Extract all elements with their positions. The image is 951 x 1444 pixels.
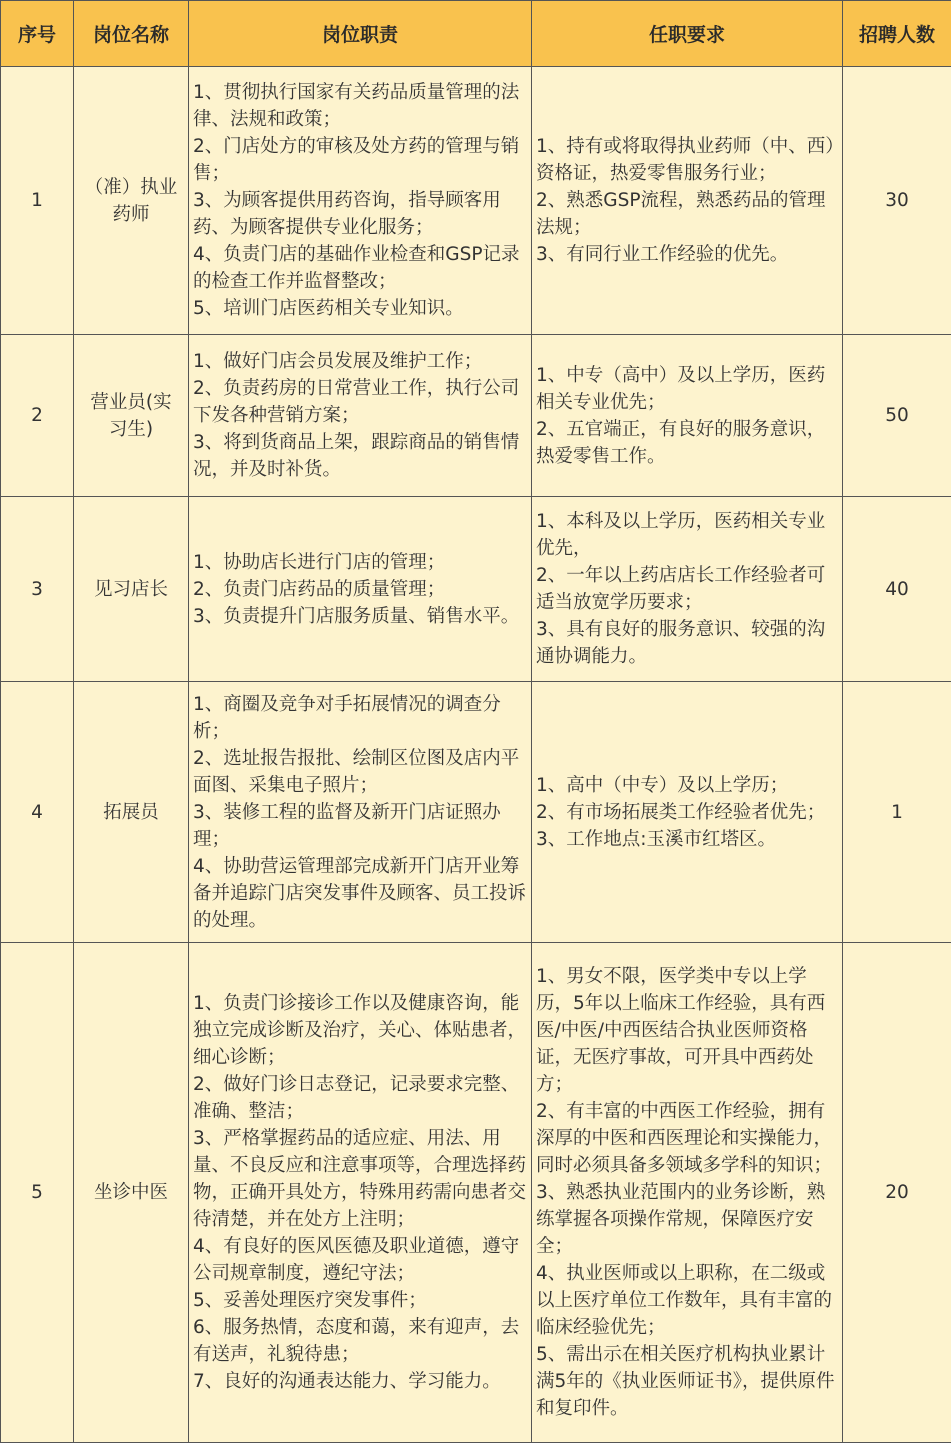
requirement-item: 2、五官端正，有良好的服务意识，热爱零售工作。 (536, 418, 826, 467)
requirement-item: 3、工作地点:玉溪市红塔区。 (536, 828, 777, 850)
duty-item: 3、负责提升门店服务质量、销售水平。 (193, 605, 520, 627)
duty-item: 1、做好门店会员发展及维护工作； (193, 351, 483, 372)
duty-item: 4、协助营运管理部完成新开门店开业筹备并追踪门店突发事件及顾客、员工投诉的处理。 (193, 855, 527, 931)
cell-requirements (532, 67, 843, 335)
duty-item: 2、选址报告报批、绘制区位图及店内平面图、采集电子照片； (193, 747, 520, 796)
duty-item: 5、妥善处理医疗突发事件； (193, 1290, 427, 1311)
cell-position: 拓展员 (74, 682, 189, 943)
requirement-item: 2、有丰富的中西医工作经验，拥有深厚的中医和西医理论和实操能力，同时必须具备多领域多学科的知识； (536, 1101, 833, 1176)
cell-count: 1 (843, 682, 951, 943)
cell-requirements (532, 943, 843, 1443)
cell-position: 坐诊中医 (74, 943, 189, 1443)
cell-duties (189, 943, 532, 1443)
duty-item: 7、良好的沟通表达能力、学习能力。 (193, 1371, 501, 1392)
cell-count: 20 (843, 943, 951, 1443)
cell-requirements (532, 335, 843, 497)
duty-item: 2、负责药房的日常营业工作，执行公司下发各种营销方案； (193, 378, 520, 426)
cell-no: 3 (1, 497, 74, 682)
duty-item: 5、培训门店医药相关专业知识。 (193, 298, 464, 319)
cell-count: 40 (843, 497, 951, 682)
requirement-item: 2、熟悉GSP流程，熟悉药品的管理法规； (536, 190, 826, 238)
requirement-item: 3、有同行业工作经验的优先。 (536, 244, 789, 265)
cell-requirements (532, 497, 843, 682)
header-requirements: 任职要求 (532, 1, 843, 67)
requirement-item: 1、中专（高中）及以上学历，医药相关专业优先； (536, 364, 826, 413)
requirement-item: 1、男女不限，医学类中专以上学历，5年以上临床工作经验，具有西医/中医/中西医结合执业医师资格证，无医疗事故，可开具中西药处方； (536, 966, 826, 1095)
duty-item: 4、有良好的医风医德及职业道德，遵守公司规章制度，遵纪守法； (193, 1236, 520, 1284)
cell-count: 50 (843, 335, 951, 497)
requirement-item: 1、持有或将取得执业药师（中、西）资格证，热爱零售服务行业； (536, 136, 835, 184)
requirement-item: 3、具有良好的服务意识、较强的沟通协调能力。 (536, 619, 826, 667)
cell-duties (189, 682, 532, 943)
table-row (1, 497, 951, 682)
duty-item: 3、将到货商品上架，跟踪商品的销售情况，并及时补货。 (193, 432, 520, 480)
duty-item: 2、门店处方的审核及处方药的管理与销售； (193, 136, 520, 184)
table-row (1, 682, 951, 943)
table-row (1, 943, 951, 1443)
cell-duties (189, 497, 532, 682)
cell-no: 1 (1, 67, 74, 335)
header-position: 岗位名称 (74, 1, 189, 67)
duty-item: 6、服务热情，态度和蔼，来有迎声，去有送声，礼貌待患； (193, 1317, 520, 1365)
header-row (1, 1, 951, 67)
cell-position: （准）执业 药师 (74, 67, 189, 335)
requirement-item: 2、有市场拓展类工作经验者优先； (536, 801, 826, 823)
requirement-item: 1、本科及以上学历，医药相关专业优先， (536, 511, 826, 559)
duty-item: 3、严格掌握药品的适应症、用法、用量、不良反应和注意事项等，合理选择药物，正确开具处方，特殊用药需向患者交待清楚，并在处方上注明； (193, 1128, 527, 1230)
duty-item: 1、贯彻执行国家有关药品质量管理的法律、法规和政策； (193, 82, 520, 130)
duty-item: 4、负责门店的基础作业检查和GSP记录的检查工作并监督整改； (193, 244, 520, 292)
cell-position: 见习店长 (74, 497, 189, 682)
cell-no: 5 (1, 943, 74, 1443)
cell-no: 2 (1, 335, 74, 497)
cell-count: 30 (843, 67, 951, 335)
requirement-item: 3、熟悉执业范围内的业务诊断，熟练掌握各项操作常规，保障医疗安全； (536, 1182, 826, 1257)
table-row (1, 335, 951, 497)
duty-item: 2、做好门诊日志登记，记录要求完整、准确、整洁； (193, 1074, 520, 1122)
duty-item: 3、为顾客提供用药咨询，指导顾客用药、为顾客提供专业化服务； (193, 190, 501, 238)
cell-position: 营业员(实 习生) (74, 335, 189, 497)
cell-no: 4 (1, 682, 74, 943)
cell-duties (189, 335, 532, 497)
duty-item: 2、负责门店药品的质量管理； (193, 578, 446, 600)
requirement-item: 4、执业医师或以上职称，在二级或以上医疗单位工作数年，具有丰富的临床经验优先； (536, 1263, 833, 1338)
duty-item: 1、商圈及竞争对手拓展情况的调查分析； (193, 693, 501, 742)
duty-item: 1、负责门诊接诊工作以及健康咨询，能独立完成诊断及治疗，关心、体贴患者，细心诊断； (193, 993, 527, 1068)
header-count: 招聘人数 (843, 1, 951, 67)
cell-duties (189, 67, 532, 335)
requirement-item: 1、高中（中专）及以上学历； (536, 774, 789, 796)
table-row (1, 67, 951, 335)
requirement-item: 5、需出示在相关医疗机构执业累计满5年的《执业医师证书》，提供原件和复印件。 (536, 1344, 835, 1419)
duty-item: 3、装修工程的监督及新开门店证照办理； (193, 801, 501, 850)
cell-requirements (532, 682, 843, 943)
header-no: 序号 (1, 1, 74, 67)
duty-item: 1、协助店长进行门店的管理； (193, 551, 446, 573)
header-duties: 岗位职责 (189, 1, 532, 67)
requirement-item: 2、一年以上药店店长工作经验者可适当放宽学历要求； (536, 565, 826, 613)
